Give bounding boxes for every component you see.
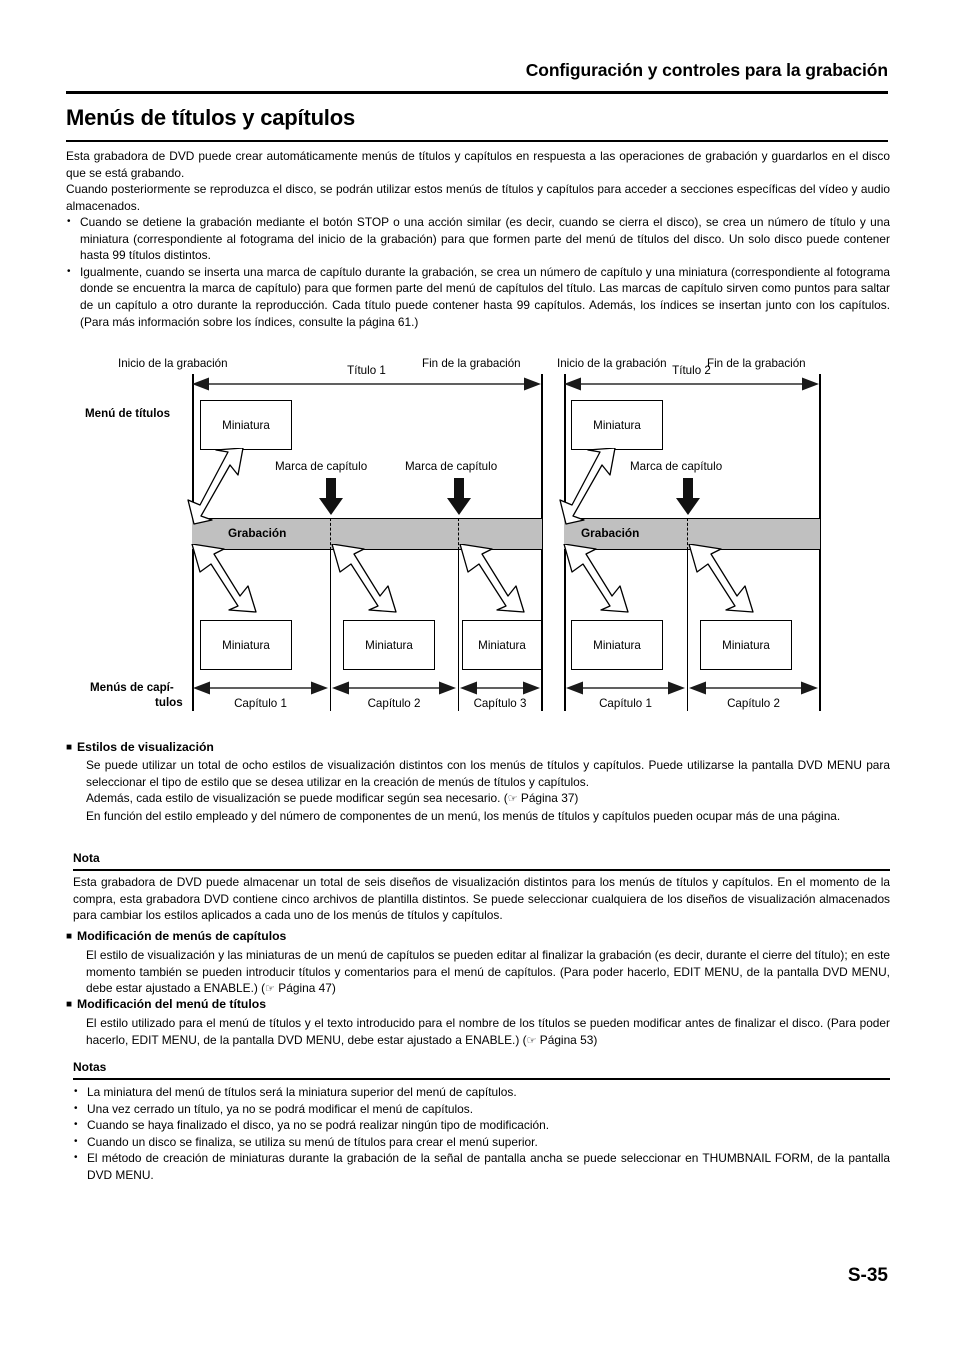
callout-arrow-t2-chapter2-thumb [687,544,759,614]
styles-body-line2-pre: Además, cada estilo de visualización se puede modificar según sea necesario. ( [86,791,508,806]
t2-chapter2-span-arrow [689,681,818,697]
thumbnail-label: Miniatura [222,418,270,432]
t2-chapter1-thumbnail [571,620,663,670]
list-item: • Igualmente, cuando se inserta una marca de capítulo durante la grabación, se crea un número de capítulo y una miniatura (correspondiente al fotograma donde se encuentra la marca de capítulo) para que formen parte del menú de capítulos del título. Las marcas de capítulo sirven como puntos para saltar de un capítulo a otro durante la reproducción. Cada título puede contener hasta 99 capítulos. Además, los índices se insertan junto con los capítulos. (Para más información sobre los índices, consulte la página 61.) [66,264,890,330]
chapter-mark-arrow-icon [446,478,472,516]
title-underline [66,140,888,142]
list-item: • Una vez cerrado un título, ya no se podrá modificar el menú de capítulos. [73,1101,890,1118]
t2-chapter1-label: Capítulo 1 [599,697,652,710]
thumbnail-label: Miniatura [222,638,270,652]
chapter-mark-caption-3: Marca de capítulo [630,460,723,473]
caption-rec-end-title1: Fin de la grabación [422,357,521,370]
mod-chapters-body [86,947,890,998]
title2-span-arrow [564,377,819,393]
recording-band-label: Grabación [581,526,640,540]
thumbnail-label: Miniatura [593,418,641,432]
nota-body: Esta grabadora de DVD puede almacenar un total de seis diseños de visualización distintos para los menús de títulos y capítulos. En el momento de la compra, esta grabadora DVD contiene cinco archivos de plantilla distintos. Se puede seleccionar cualquiera de los diseños de visualización almacenados para cambiar los estilos aplicados a cada uno de los menús de títulos y capítulos. [73,875,890,923]
thumbnail-label: Miniatura [593,638,641,652]
notas-heading: Notas [73,1060,107,1074]
title1-thumbnail [200,400,292,450]
mod-titles-body-ref: Página 53) [536,1032,598,1047]
t2-chapter1-span-arrow [566,681,685,697]
mod-titles-body-pre: El estilo utilizado para el menú de títulos y el texto introducido para el nombre de los títulos se pueden modificar antes de finalizar el disco. (Para poder hacerlo, EDIT MENU, de la pantalla DVD MENU, debe estar ajustado a ENABLE.) ( [86,1016,890,1047]
thumbnail-label: Miniatura [478,638,526,652]
callout-arrow-title2-thumb [558,448,636,526]
mod-chapters-body-pre: El estilo de visualización y las miniaturas de un menú de capítulos se pueden editar al finalizar la grabación (es decir, durante el cierre del título); en este momento también se pueden introducir títulos y comentarios para el menú de capítulos. (Para poder hacerlo, EDIT MENU, de la pantalla DVD MENU, debe estar ajustado a ENABLE.) ( [86,948,890,996]
callout-arrow-chapter2-thumb [330,544,402,614]
chapter-mark-caption-1: Marca de capítulo [275,460,368,473]
styles-body-line1: Se puede utilizar un total de ocho estilos de visualización distintos con los menús de títulos y capítulos. Puede utilizarse la pantalla DVD MENU para seleccionar el tipo de estilo que se desea utilizar en la creación de menús de títulos y capítulos. [86,758,890,789]
t2-chapter2-thumbnail [700,620,792,670]
list-item: • Cuando se detiene la grabación mediante el botón STOP o una acción similar (es decir, cuando se cierra el disco), se crea un número de título y una miniatura (correspondiente al fotograma del inicio de la grabación) para que formen parte del menú de títulos del disco. Un solo disco puede contener hasta 99 títulos distintos. [66,214,890,264]
title2-span-label: Título 2 [672,364,711,377]
pointing-hand-icon: ☞ [265,983,275,996]
chapter-mark-arrow-icon [318,478,344,516]
diagram-label-chapters-menu-line2: tulos [155,696,183,709]
chapter3-thumbnail [462,620,542,670]
mod-chapters-heading [66,929,286,943]
intro-paragraph-2: Cuando posteriormente se reproduzca el disco, se podrán utilizar estos menús de títulos y capítulos para acceder a secciones específicas del vídeo y audio almacenados. [66,182,890,213]
mod-chapters-heading-rest: de menús de capítulos [151,929,287,943]
chapter-mark-caption-2: Marca de capítulo [405,460,498,473]
list-item: • La miniatura del menú de títulos será la miniatura superior del menú de capítulos. [73,1084,890,1101]
styles-section-body [86,757,890,824]
chapter1-span-arrow [193,681,328,697]
diagram-label-chapters-menu-line1: Menús de capí- [90,681,174,694]
callout-arrow-chapter3-thumb [458,544,530,614]
nota-heading: Nota [73,851,100,865]
title-chapter-menu-diagram [0,352,954,727]
list-item: • Cuando se haya finalizado el disco, ya no se podrá realizar ningún tipo de modificación. [73,1117,890,1134]
caption-rec-start-title2: Inicio de la grabación [557,357,667,370]
recording-band-label: Grabación [228,526,287,540]
pointing-hand-icon: ☞ [507,793,518,806]
callout-arrow-t2-chapter1-thumb [562,544,634,614]
chapter2-span-arrow [332,681,456,697]
list-item: • El método de creación de miniaturas durante la grabación de la señal de pantalla ancha se puede seleccionar en THUMBNAIL FORM, de la pantalla DVD MENU. [73,1150,890,1183]
chapter3-span-arrow [460,681,540,697]
mod-chapters-heading-bold: Modificación [77,929,152,943]
chapter1-label: Capítulo 1 [234,697,287,710]
notas-rule [73,1078,890,1080]
callout-arrow-title1-thumb [186,448,264,526]
caption-rec-end-title2: Fin de la grabación [707,357,806,370]
chapter3-label: Capítulo 3 [473,697,527,710]
mod-chapters-body-ref: Página 47) [275,981,336,996]
chapter1-thumbnail [200,620,292,670]
intro-text [66,148,890,214]
styles-section-heading: ■ Estilos de visualización [66,740,214,754]
mod-titles-body [86,1015,890,1049]
title1-span-arrow [192,377,541,393]
styles-body-line3: En función del estilo empleado y del número de componentes de un menú, los menús de títulos y capítulos pueden ocupar más de una página. [86,808,841,823]
styles-body-line2 [86,790,890,808]
title1-span-label: Título 1 [347,364,386,377]
callout-arrow-chapter1-thumb [190,544,262,614]
caption-rec-start-title1: Inicio de la grabación [118,357,228,370]
pointing-hand-icon: ☞ [526,1034,537,1047]
header-rule [66,91,888,94]
chapter2-label: Capítulo 2 [367,697,421,710]
running-head: Configuración y controles para la grabación [525,60,888,80]
thumbnail-label: Miniatura [722,638,770,652]
mod-titles-heading [66,997,266,1011]
notas-list [73,1084,890,1184]
chapter2-thumbnail [343,620,435,670]
mod-titles-heading-bold: Modificación del [77,997,173,1011]
page-number: S-35 [847,1265,888,1286]
styles-body-line2-ref: Página 37) [517,791,579,806]
chapter-mark-arrow-icon [675,478,701,516]
page-title: Menús de títulos y capítulos [66,105,355,130]
title2-thumbnail [571,400,663,450]
thumbnail-label: Miniatura [365,638,413,652]
list-item: • Cuando un disco se finaliza, se utiliza su menú de títulos para crear el menú superior. [73,1134,890,1151]
mod-titles-heading-rest: menú de títulos [172,997,266,1011]
nota-rule [73,869,890,871]
intro-bullet-list [66,214,890,330]
intro-paragraph-1: Esta grabadora de DVD puede crear automáticamente menús de títulos y capítulos en respuesta a las operaciones de grabación y guardarlos en el disco que se está grabando. [66,149,890,180]
diagram-label-titles-menu: Menú de títulos [85,407,171,420]
t2-chapter2-label: Capítulo 2 [727,697,780,710]
